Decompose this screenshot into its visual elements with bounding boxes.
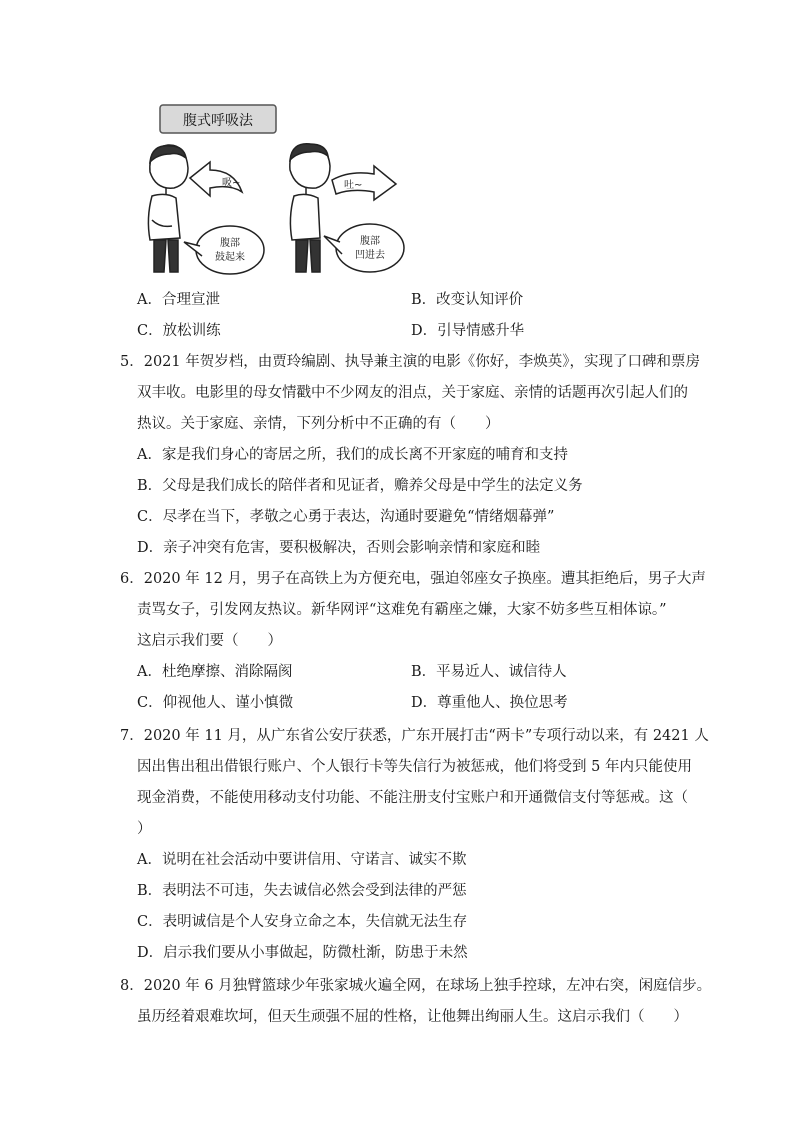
- q6-option-b: B．平易近人、诚信待人: [411, 664, 567, 680]
- inhale-arrow-icon: [190, 162, 242, 196]
- q7-option-d: D．启示我们要从小事做起，防微杜渐，防患于未然: [137, 945, 468, 961]
- breathing-illustration: [130, 100, 410, 280]
- inhale-arrow-label: 吸~: [222, 178, 241, 189]
- q6-stem-line-2: 责骂女子，引发网友热议。新华网评“这难免有霸座之嫌，大家不妨多些互相体谅。”: [137, 602, 667, 618]
- q5-option-b: B．父母是我们成长的陪伴者和见证者，赡养父母是中学生的法定义务: [137, 478, 583, 494]
- q6-option-c: C．仰视他人、谨小慎微: [137, 695, 294, 711]
- left-bubble-line-1: 腹部: [220, 238, 240, 249]
- q4-option-c: C．放松训练: [137, 323, 221, 339]
- right-speech-bubble: [324, 224, 404, 272]
- left-speech-bubble: [184, 226, 264, 274]
- q5-stem-line-1: 5．2021 年贺岁档，由贾玲编剧、执导兼主演的电影《你好，李焕英》，实现了口碑和票房: [120, 354, 700, 370]
- q7-stem-line-2: 因出售出租出借银行账户、个人银行卡等失信行为被惩戒，他们将受到 5 年内只能使用: [137, 759, 692, 775]
- right-bubble-line-2: 凹进去: [355, 250, 385, 261]
- q6-stem-line-3: 这启示我们要（ ）: [137, 633, 282, 649]
- q5-option-a: A．家是我们身心的寄居之所，我们的成长离不开家庭的哺育和支持: [137, 447, 568, 463]
- exhale-arrow-icon: [332, 166, 396, 200]
- q6-stem-line-1: 6．2020 年 12 月，男子在高铁上为方便充电，强迫邻座女子换座。遭其拒绝后，男子大声: [120, 571, 706, 587]
- q8-stem-line-2: 虽历经着艰难坎坷，但天生顽强不屈的性格，让他舞出绚丽人生。这启示我们（ ）: [137, 1009, 688, 1025]
- q6-option-d: D．尊重他人、换位思考: [411, 695, 568, 711]
- q7-stem-line-3: 现金消费，不能使用移动支付功能、不能注册支付宝账户和开通微信支付等惩戒。这（: [137, 790, 688, 806]
- right-bubble-line-1: 腹部: [360, 236, 380, 247]
- q7-option-b: B．表明法不可违，失去诚信必然会受到法律的严惩: [137, 883, 467, 899]
- q7-stem-line-1: 7．2020 年 11 月，从广东省公安厅获悉，广东开展打击“两卡”专项行动以来，有 2421 人: [120, 728, 709, 744]
- left-person-icon: [148, 145, 188, 272]
- q5-option-c: C．尽孝在当下，孝敬之心勇于表达，沟通时要避免“情绪烟幕弹”: [137, 509, 555, 525]
- exhale-arrow-label: 吐~: [344, 180, 363, 191]
- q4-option-d: D．引导情感升华: [411, 323, 525, 339]
- figure-title: 腹式呼吸法: [183, 113, 253, 129]
- q5-option-d: D．亲子冲突有危害，要积极解决，否则会影响亲情和家庭和睦: [137, 540, 541, 556]
- q7-option-a: A．说明在社会活动中要讲信用、守诺言、诚实不欺: [137, 852, 467, 868]
- q7-option-c: C．表明诚信是个人安身立命之本，失信就无法生存: [137, 914, 468, 930]
- q6-option-a: A．杜绝摩擦、消除隔阂: [137, 664, 293, 680]
- q4-option-a: A．合理宣泄: [137, 292, 220, 308]
- q4-option-b: B．改变认知评价: [411, 292, 524, 308]
- q8-stem-line-1: 8．2020 年 6 月独臂篮球少年张家城火遍全网，在球场上独手控球，左冲右突，闲庭信步。: [120, 978, 712, 994]
- left-bubble-line-2: 鼓起来: [215, 252, 245, 263]
- q5-stem-line-3: 热议。关于家庭、亲情，下列分析中不正确的有（ ）: [137, 416, 500, 432]
- right-person-icon: [290, 144, 330, 272]
- q5-stem-line-2: 双丰收。电影里的母女情戳中不少网友的泪点，关于家庭、亲情的话题再次引起人们的: [137, 385, 688, 401]
- q7-stem-line-4: ）: [137, 821, 152, 837]
